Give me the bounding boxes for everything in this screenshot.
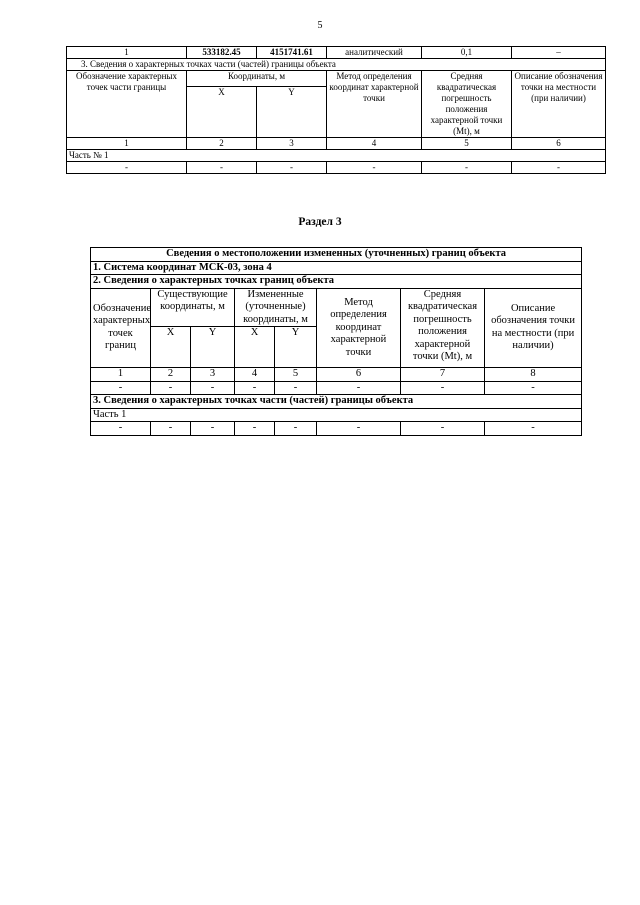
table-cell: 5 bbox=[422, 138, 512, 150]
part-label: Часть № 1 bbox=[67, 150, 606, 162]
header-y: Y bbox=[191, 327, 235, 368]
header-y: Y bbox=[275, 327, 317, 368]
section-heading: 3. Сведения о характерных точках части (частей) границы объекта bbox=[67, 59, 606, 71]
table-cell: - bbox=[485, 381, 582, 395]
table-cell: - bbox=[67, 162, 187, 174]
table-row bbox=[67, 59, 606, 71]
table-cell: - bbox=[401, 422, 485, 436]
section-title: Раздел 3 bbox=[298, 216, 342, 228]
table-row bbox=[91, 395, 582, 409]
table-cell: 1 bbox=[91, 368, 151, 382]
table-cell: - bbox=[151, 381, 191, 395]
table-row bbox=[67, 150, 606, 162]
table-cell: 5 bbox=[275, 368, 317, 382]
table-cell: - bbox=[422, 162, 512, 174]
section2-continuation-table bbox=[66, 46, 606, 174]
table-cell: 1 bbox=[67, 47, 187, 59]
table-cell: 4 bbox=[327, 138, 422, 150]
table-cell: - bbox=[257, 162, 327, 174]
section3-table bbox=[90, 247, 582, 436]
table-cell: - bbox=[401, 381, 485, 395]
table-cell: - bbox=[151, 422, 191, 436]
numbering-row bbox=[67, 138, 606, 150]
table-cell: 8 bbox=[485, 368, 582, 382]
table-cell: - bbox=[317, 422, 401, 436]
table-cell: - bbox=[485, 422, 582, 436]
header-coordinates: Координаты, м bbox=[187, 71, 327, 87]
header-x: X bbox=[151, 327, 191, 368]
section-heading: 2. Сведения о характерных точках границ объекта bbox=[91, 275, 582, 289]
table-cell: 6 bbox=[512, 138, 606, 150]
table-row bbox=[67, 47, 606, 59]
header-method: Метод определения координат характерной точки bbox=[317, 288, 401, 368]
table-title-row bbox=[91, 248, 582, 262]
table-header-row bbox=[91, 288, 582, 327]
table-cell: 7 bbox=[401, 368, 485, 382]
table-cell: 3 bbox=[257, 138, 327, 150]
table-cell: аналитический bbox=[327, 47, 422, 59]
table-cell: 2 bbox=[187, 138, 257, 150]
table-header-row bbox=[67, 71, 606, 87]
table-row bbox=[91, 381, 582, 395]
table-row bbox=[91, 422, 582, 436]
header-description: Описание обозначения точки на местности (при наличии) bbox=[485, 288, 582, 368]
table-cell: 0,1 bbox=[422, 47, 512, 59]
table-cell: 1 bbox=[67, 138, 187, 150]
table-cell: - bbox=[275, 381, 317, 395]
table-row bbox=[67, 162, 606, 174]
header-x: X bbox=[235, 327, 275, 368]
table-cell: 2 bbox=[151, 368, 191, 382]
table-row bbox=[91, 408, 582, 422]
table-cell: - bbox=[235, 422, 275, 436]
header-x: X bbox=[187, 87, 257, 138]
header-description: Описание обозначения точки на местности (при наличии) bbox=[512, 71, 606, 138]
table-cell: 4 bbox=[235, 368, 275, 382]
page-number: 5 bbox=[317, 20, 323, 31]
table-cell: 3 bbox=[191, 368, 235, 382]
header-method: Метод определения координат характерной точки bbox=[327, 71, 422, 138]
section-heading: 3. Сведения о характерных точках части (частей) границы объекта bbox=[91, 395, 582, 409]
table-cell: – bbox=[512, 47, 606, 59]
table-cell: - bbox=[91, 381, 151, 395]
table-cell: - bbox=[512, 162, 606, 174]
part-label: Часть 1 bbox=[91, 408, 582, 422]
header-designation: Обозначение характерных точек границ bbox=[91, 288, 151, 368]
header-error: Средняя квадратическая погрешность положения характерной точки (Mt), м bbox=[422, 71, 512, 138]
table-cell: - bbox=[191, 381, 235, 395]
header-changed: Измененные (уточненные) координаты, м bbox=[235, 288, 317, 327]
header-y: Y bbox=[257, 87, 327, 138]
coordinate-system: 1. Система координат МСК-03, зона 4 bbox=[91, 261, 582, 275]
table-cell: - bbox=[275, 422, 317, 436]
table-row bbox=[91, 261, 582, 275]
table-row bbox=[91, 275, 582, 289]
header-existing: Существующие координаты, м bbox=[151, 288, 235, 327]
table-cell: - bbox=[187, 162, 257, 174]
table-cell: - bbox=[317, 381, 401, 395]
table-cell: - bbox=[327, 162, 422, 174]
table-cell: 6 bbox=[317, 368, 401, 382]
table-cell: - bbox=[235, 381, 275, 395]
table-cell: 4151741.61 bbox=[257, 47, 327, 59]
numbering-row bbox=[91, 368, 582, 382]
header-designation: Обозначение характерных точек части границы bbox=[67, 71, 187, 138]
header-error: Средняя квадратическая погрешность положения характерной точки (Mt), м bbox=[401, 288, 485, 368]
table-title: Сведения о местоположении измененных (уточненных) границ объекта bbox=[91, 248, 582, 262]
table-cell: - bbox=[191, 422, 235, 436]
table-cell: - bbox=[91, 422, 151, 436]
table-cell: 533182.45 bbox=[187, 47, 257, 59]
